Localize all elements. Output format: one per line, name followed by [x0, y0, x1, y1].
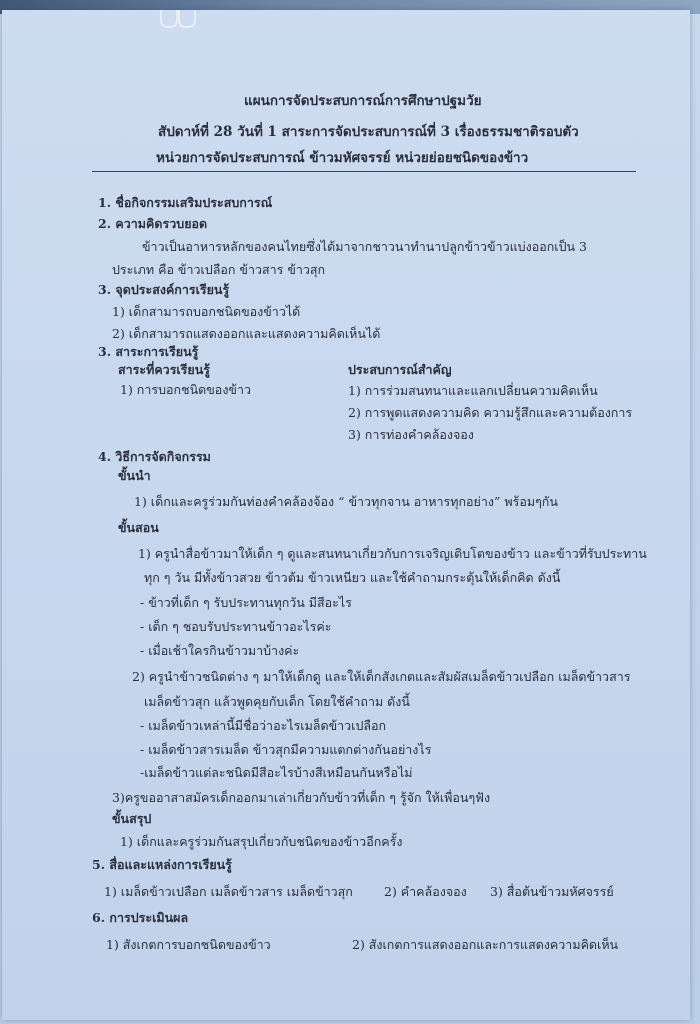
teaching-item-1-line-2: ทุก ๆ วัน มีทั้งข้าวสวย ข้าวต้ม ข้าวเหนียว และใช้คำถามกระตุ้นให้เด็กคิด ดังนี้	[144, 570, 561, 585]
content-right-heading: ประสบการณ์สำคัญ	[348, 362, 452, 377]
intro-step-text: 1) เด็กและครูร่วมกันท่องคำคล้องจ้อง “ ข้าวทุกจาน อาหารทุกอย่าง” พร้อมๆกัน	[134, 494, 558, 509]
concept-text-line-2: ประเภท คือ ข้าวเปลือก ข้าวสาร ข้าวสุก	[112, 262, 326, 277]
header-divider	[92, 171, 636, 172]
evaluation-item: 2) สังเกตการแสดงออกและการแสดงความคิดเห็น	[352, 937, 619, 952]
content-right-item: 1) การร่วมสนทนาและแลกเปลี่ยนความคิดเห็น	[348, 383, 598, 398]
section-2-title: 2. ความคิดรวบยอด	[98, 216, 208, 231]
teaching-question: - เมล็ดข้าวเหล่านี้มีชื่อว่าอะไรเมล็ดข้าวเปลือก	[140, 718, 387, 733]
objective-item: 2) เด็กสามารถแสดงออกและแสดงความคิดเห็นได้	[112, 326, 381, 341]
teaching-item-2-line-1: 2) ครูนำข้าวชนิดต่าง ๆ มาให้เด็กดู และให้เด็กสังเกตและสัมผัสเมล็ดข้าวเปลือก เมล็ดข้าวสาร	[132, 669, 631, 684]
section-5-title: 5. สื่อและแหล่งการเรียนรู้	[92, 857, 232, 872]
section-4-title: 4. วิธีการจัดกิจกรรม	[98, 449, 211, 464]
content-right-item: 2) การพูดแสดงความคิด ความรู้สึกและความต้องการ	[348, 405, 633, 420]
paper-clip-left	[160, 10, 178, 28]
plan-title: แผนการจัดประสบการณ์การศึกษาปฐมวัย	[244, 93, 482, 109]
intro-step-heading: ขั้นนำ	[118, 468, 151, 483]
media-item: 2) คำคล้องจอง	[384, 884, 467, 899]
content-right-item: 3) การท่องคำคล้องจอง	[348, 427, 474, 442]
evaluation-item: 1) สังเกตการบอกชนิดของข้าว	[106, 937, 271, 952]
section-3-title: 3. จุดประสงค์การเรียนรู้	[98, 282, 230, 297]
teaching-question: - เมื่อเช้าใครกินข้าวมาบ้างค่ะ	[140, 643, 300, 658]
teaching-question: -เมล็ดข้าวแต่ละชนิดมีสีอะไรบ้างสีเหมือนกันหรือไม่	[140, 765, 413, 780]
unit-line: หน่วยการจัดประสบการณ์ ข้าวมหัศจรรย์ หน่วยย่อยชนิดของข้าว	[156, 150, 529, 166]
section-1-title: 1. ชื่อกิจกรรมเสริมประสบการณ์	[98, 195, 273, 210]
concept-text-line-1: ข้าวเป็นอาหารหลักของคนไทยซึ่งได้มาจากชาวนาทำนาปลูกข้าวข้าวแบ่งออกเป็น 3	[142, 239, 587, 254]
teaching-question: - เด็ก ๆ ชอบรับประทานข้าวอะไรค่ะ	[140, 619, 332, 634]
teaching-item-1-line-1: 1) ครูนำสื่อข้าวมาให้เด็ก ๆ ดูและสนทนาเกี่ยวกับการเจริญเติบโตของข้าว และข้าวที่รับประทาน	[138, 546, 647, 561]
media-item: 1) เมล็ดข้าวเปลือก เมล็ดข้าวสาร เมล็ดข้าวสุก	[104, 884, 353, 899]
teaching-item-2-line-2: เมล็ดข้าวสุก แล้วพูดคุยกับเด็ก โดยใช้คำถาม ดังนี้	[144, 694, 410, 709]
section-3b-title: 3. สาระการเรียนรู้	[98, 344, 199, 359]
teaching-item-3: 3)ครูขออาสาสมัครเด็กออกมาเล่าเกี่ยวกับข้าวที่เด็ก ๆ รู้จัก ให้เพื่อนๆฟัง	[112, 790, 491, 805]
summary-step-heading: ขั้นสรุป	[112, 811, 152, 826]
teaching-question: - ข้าวที่เด็ก ๆ รับประทานทุกวัน มีสีอะไร	[140, 595, 352, 610]
content-left-item: 1) การบอกชนิดของข้าว	[120, 382, 251, 397]
media-item: 3) สื่อต้นข้าวมหัศจรรย์	[490, 884, 614, 899]
summary-step-text: 1) เด็กและครูร่วมกันสรุปเกี่ยวกับชนิดของข้าวอีกครั้ง	[120, 834, 403, 849]
section-6-title: 6. การประเมินผล	[92, 910, 189, 925]
teaching-step-heading: ขั้นสอน	[118, 520, 159, 535]
content-left-heading: สาระที่ควรเรียนรู้	[118, 362, 210, 377]
paper-clip-right	[178, 10, 196, 28]
teaching-question: - เมล็ดข้าวสารเมล็ด ข้าวสุกมีความแตกต่างกันอย่างไร	[140, 742, 432, 757]
week-day-line: สัปดาห์ที่ 28 วันที่ 1 สาระการจัดประสบการณ์ที่ 3 เรื่องธรรมชาติรอบตัว	[158, 124, 579, 140]
objective-item: 1) เด็กสามารถบอกชนิดของข้าวได้	[112, 304, 301, 319]
